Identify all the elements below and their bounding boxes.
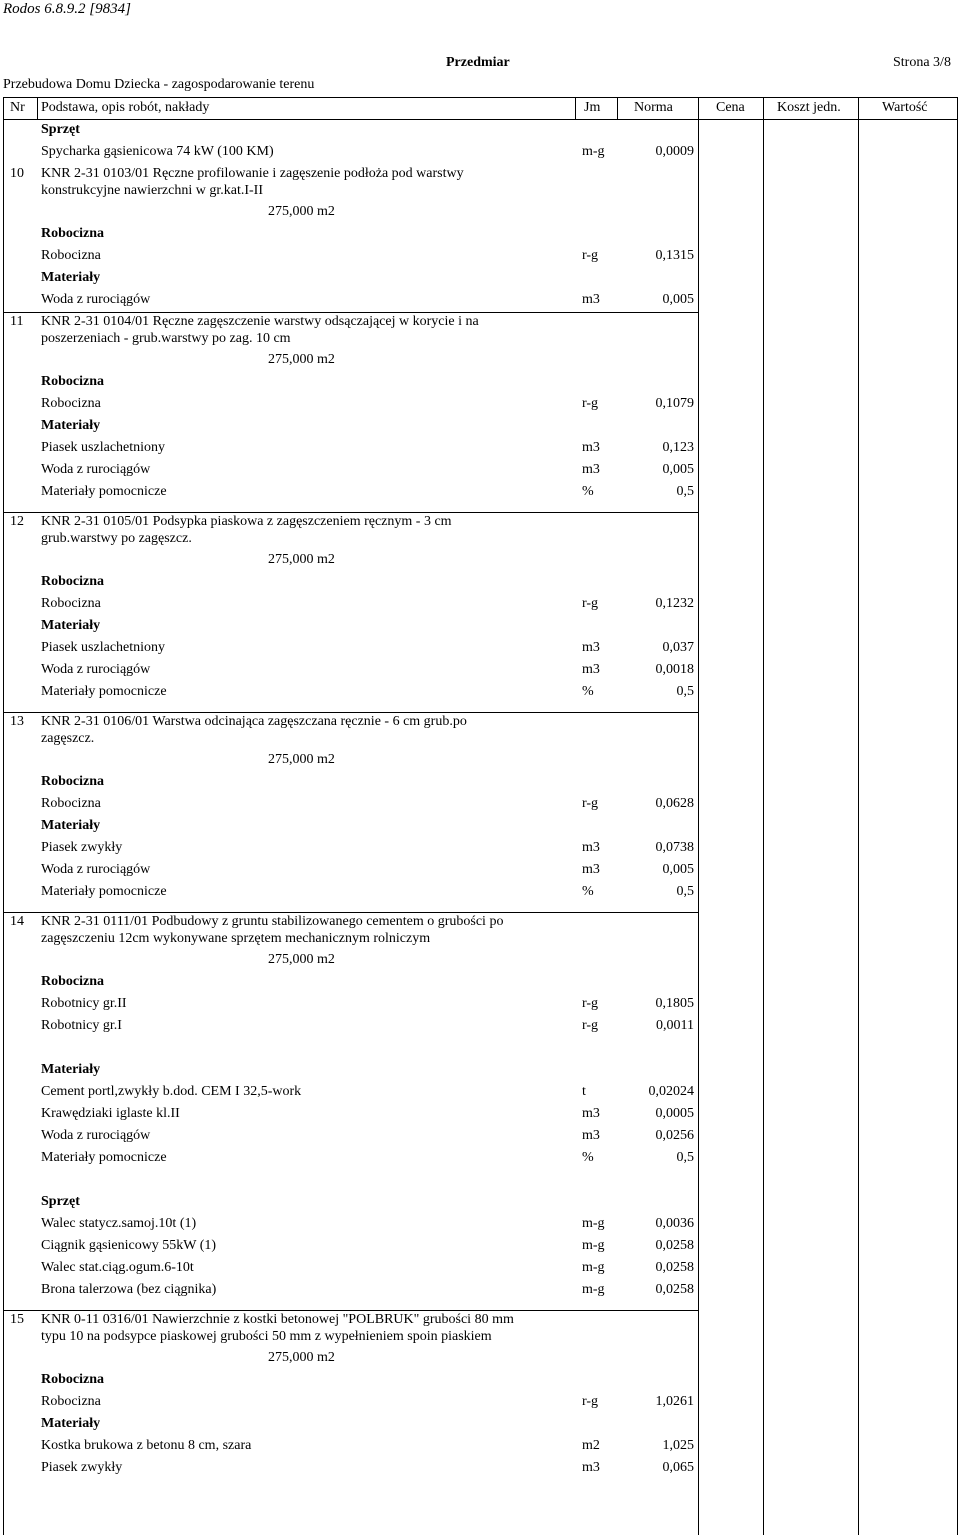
page-number: Strona 3/8 [893,55,951,70]
resource-unit: r-g [582,396,599,411]
table-border-top [3,97,958,98]
resource-norm: 0,02024 [648,1084,694,1099]
resource-unit: m-g [582,1216,605,1231]
resource-norm: 0,1079 [655,396,694,411]
position-description-cont: zagęszczeniu 12cm wykonywane sprzętem mechanicznym rolniczym [41,931,431,946]
resource-unit: r-g [582,1018,599,1033]
position-number: 12 [10,514,24,529]
resource-name: Kostka brukowa z betonu 8 cm, szara [41,1438,252,1453]
resource-norm: 0,5 [676,1150,694,1165]
resource-unit: % [582,884,594,899]
position-description-cont: konstrukcyjne nawierzchni w gr.kat.I-II [41,183,263,198]
resource-name: Piasek uszlachetniony [41,440,166,455]
resource-unit: m3 [582,462,600,477]
position-description-cont: grub.warstwy po zagęszcz. [41,531,192,546]
resource-norm: 0,0011 [656,1018,694,1033]
resource-unit: m3 [582,1460,600,1475]
resource-norm: 0,0018 [655,662,694,677]
resource-name: Woda z rurociągów [41,1128,151,1143]
page-title: Przedmiar [446,55,510,70]
position-description: KNR 2-31 0104/01 Ręczne zagęszczenie warstwy odsączającej w korycie i na [41,314,479,329]
resource-norm: 0,5 [676,684,694,699]
col-divider-right [957,97,958,1535]
resource-unit: m2 [582,1438,600,1453]
resource-unit: m3 [582,640,600,655]
section-heading: Robocizna [41,226,104,241]
col-divider-cena [763,97,764,1535]
resource-name: Robocizna [41,596,101,611]
resource-unit: m-g [582,144,605,159]
resource-name: Ciągnik gąsienicowy 55kW (1) [41,1238,217,1253]
resource-name: Robotnicy gr.II [41,996,127,1011]
resource-unit: % [582,684,594,699]
resource-unit: m3 [582,662,600,677]
resource-unit: m3 [582,440,600,455]
position-separator [3,312,698,313]
resource-norm: 0,037 [662,640,694,655]
resource-norm: 0,0628 [655,796,694,811]
resource-norm: 0,0005 [655,1106,694,1121]
quantity: 275,000 m2 [268,204,335,219]
resource-unit: m-g [582,1260,605,1275]
position-description-cont: zagęszcz. [41,731,95,746]
col-divider-koszt [858,97,859,1535]
quantity: 275,000 m2 [268,552,335,567]
resource-norm: 0,5 [676,484,694,499]
resource-norm: 1,025 [662,1438,694,1453]
resource-norm: 0,0258 [655,1260,694,1275]
resource-unit: r-g [582,1394,599,1409]
resource-name: Materiały pomocnicze [41,884,167,899]
section-heading: Sprzęt [41,1194,80,1209]
position-number: 10 [10,166,24,181]
resource-name: Robocizna [41,248,101,263]
resource-unit: t [582,1084,586,1099]
section-heading: Materiały [41,270,101,285]
resource-norm: 0,123 [662,440,694,455]
resource-unit: % [582,1150,594,1165]
resource-name: Spycharka gąsienicowa 74 kW (100 KM) [41,144,274,159]
resource-norm: 0,0258 [655,1238,694,1253]
section-heading: Robocizna [41,1372,104,1387]
resource-norm: 0,065 [662,1460,694,1475]
col-divider-jm [617,97,618,119]
resource-name: Brona talerzowa (bez ciągnika) [41,1282,217,1297]
resource-norm: 0,0009 [655,144,694,159]
section-heading: Materiały [41,818,101,833]
resource-name: Robocizna [41,796,101,811]
position-separator [3,512,698,513]
resource-unit: r-g [582,596,599,611]
resource-norm: 0,5 [676,884,694,899]
position-description-cont: typu 10 na podsypce piaskowej grubości 50 mm z wypełnieniem spoin piaskiem [41,1329,492,1344]
position-separator [3,1310,698,1311]
project-name: Przebudowa Domu Dziecka - zagospodarowanie terenu [3,77,315,92]
col-cena: Cena [716,100,745,115]
position-number: 14 [10,914,24,929]
resource-norm: 0,1805 [655,996,694,1011]
col-divider-nr [37,97,38,119]
position-description: KNR 2-31 0105/01 Podsypka piaskowa z zagęszczeniem ręcznym - 3 cm [41,514,452,529]
col-desc: Podstawa, opis robót, nakłady [41,100,210,115]
resource-unit: r-g [582,996,599,1011]
section-heading: Robocizna [41,574,104,589]
position-number: 11 [10,314,24,329]
resource-norm: 0,0036 [655,1216,694,1231]
resource-name: Robocizna [41,396,101,411]
col-nr: Nr [10,100,25,115]
section-heading: Materiały [41,1062,101,1077]
resource-unit: m3 [582,1106,600,1121]
resource-unit: % [582,484,594,499]
position-number: 15 [10,1312,24,1327]
col-koszt: Koszt jedn. [777,100,841,115]
section-heading: Robocizna [41,774,104,789]
resource-name: Woda z rurociągów [41,862,151,877]
quantity: 275,000 m2 [268,1350,335,1365]
resource-name: Cement portl,zwykły b.dod. CEM I 32,5-work [41,1084,302,1099]
resource-name: Piasek uszlachetniony [41,640,166,655]
section-heading: Materiały [41,418,101,433]
section-heading: Materiały [41,1416,101,1431]
resource-name: Walec statycz.samoj.10t (1) [41,1216,197,1231]
section-heading: Materiały [41,618,101,633]
section-heading: Robocizna [41,974,104,989]
resource-name: Walec stat.ciąg.ogum.6-10t [41,1260,194,1275]
col-jm: Jm [584,100,601,115]
resource-norm: 0,0738 [655,840,694,855]
resource-name: Piasek zwykły [41,1460,123,1475]
resource-unit: m3 [582,862,600,877]
resource-unit: m3 [582,1128,600,1143]
resource-name: Materiały pomocnicze [41,484,167,499]
resource-unit: m3 [582,292,600,307]
resource-unit: m3 [582,840,600,855]
col-wartosc: Wartość [882,100,928,115]
col-norma: Norma [634,100,673,115]
resource-name: Krawędziaki iglaste kl.II [41,1106,180,1121]
resource-name: Woda z rurociągów [41,292,151,307]
app-version: Rodos 6.8.9.2 [9834] [3,1,131,17]
resource-unit: r-g [582,248,599,263]
quantity: 275,000 m2 [268,752,335,767]
resource-name: Materiały pomocnicze [41,1150,167,1165]
position-description: KNR 2-31 0103/01 Ręczne profilowanie i zagęszenie podłoża pod warstwy [41,166,464,181]
position-separator [3,712,698,713]
resource-norm: 0,005 [662,462,694,477]
resource-norm: 0,0258 [655,1282,694,1297]
resource-unit: m-g [582,1282,605,1297]
resource-unit: m-g [582,1238,605,1253]
resource-norm: 1,0261 [655,1394,694,1409]
position-description: KNR 2-31 0111/01 Podbudowy z gruntu stabilizowanego cementem o grubości po [41,914,504,929]
position-separator [3,912,698,913]
resource-name: Woda z rurociągów [41,662,151,677]
resource-name: Robocizna [41,1394,101,1409]
resource-norm: 0,1315 [655,248,694,263]
col-divider-desc [575,97,576,119]
resource-name: Materiały pomocnicze [41,684,167,699]
resource-norm: 0,1232 [655,596,694,611]
resource-norm: 0,0256 [655,1128,694,1143]
position-description: KNR 0-11 0316/01 Nawierzchnie z kostki betonowej "POLBRUK" grubości 80 mm [41,1312,514,1327]
resource-name: Piasek zwykły [41,840,123,855]
resource-name: Robotnicy gr.I [41,1018,122,1033]
quantity: 275,000 m2 [268,352,335,367]
section-heading: Robocizna [41,374,104,389]
section-heading: Sprzęt [41,122,80,137]
position-description: KNR 2-31 0106/01 Warstwa odcinająca zagęszczana ręcznie - 6 cm grub.po [41,714,467,729]
position-number: 13 [10,714,24,729]
resource-name: Woda z rurociągów [41,462,151,477]
col-divider-norma [698,97,699,1535]
resource-unit: r-g [582,796,599,811]
position-description-cont: poszerzeniach - grub.warstwy po zag. 10 cm [41,331,291,346]
header-separator [3,119,958,120]
resource-norm: 0,005 [662,292,694,307]
resource-norm: 0,005 [662,862,694,877]
quantity: 275,000 m2 [268,952,335,967]
